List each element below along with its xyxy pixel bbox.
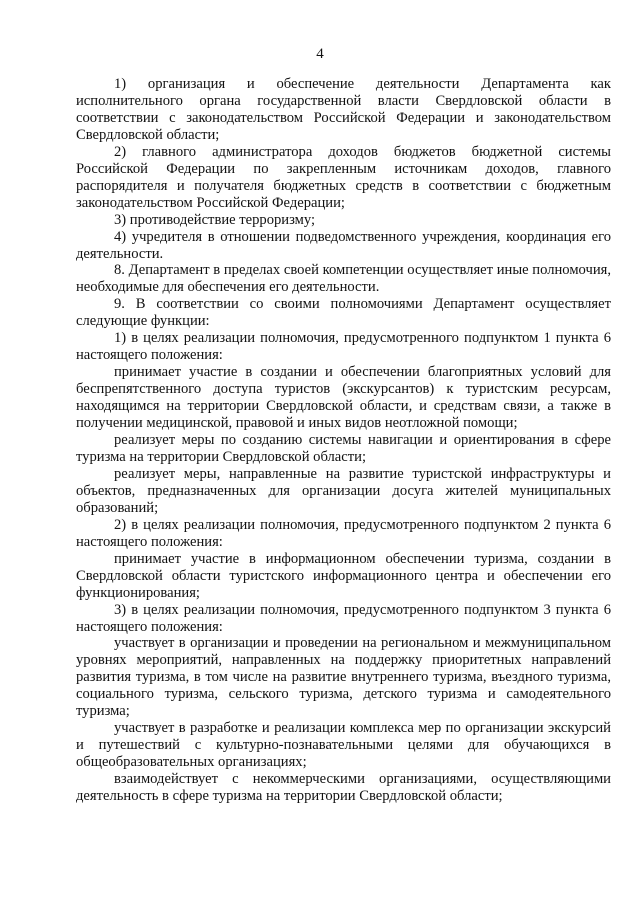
- paragraph-item-1-organization: 1) организация и обеспечение деятельности Департамента как исполнительного органа государственной власти Свердловской области в соответствии с законодательством Российской Федерации и законодательством Свердловской области;: [76, 76, 611, 143]
- paragraph-clause-8: 8. Департамент в пределах своей компетенции осуществляет иные полномочия, необходимые для обеспечения его деятельности.: [76, 262, 611, 296]
- paragraph-item-3-counter-terrorism: 3) противодействие терроризму;: [114, 211, 316, 228]
- paragraph-item-4-founder: 4) учредителя в отношении подведомственного учреждения, координация его деятельности.: [76, 228, 611, 262]
- paragraph-subclause-1-navigation: реализует меры по созданию системы навигации и ориентирования в сфере туризма на территории Свердловской области;: [76, 432, 611, 465]
- paragraph-clause-9: 9. В соответствии со своими полномочиями Департамент осуществляет следующие функции:: [76, 296, 611, 330]
- paragraph-subclause-1-infrastructure: реализует меры, направленные на развитие туристской инфраструктуры и объектов, предназначенных для организации досуга жителей муниципальных образований;: [76, 465, 611, 516]
- paragraph-subclause-3: 3) в целях реализации полномочия, предусмотренного подпунктом 3 пункта 6 настоящего положения:: [76, 601, 611, 635]
- page-number: 4: [316, 46, 324, 62]
- paragraph-subclause-3-nonprofits: взаимодействует с некоммерческими организациями, осуществляющими деятельность в сфере туризма на территории Свердловской области;: [76, 771, 611, 805]
- paragraph-item-2-revenue-administrator: 2) главного администратора доходов бюджетов бюджетной системы Российской Федерации по закрепленным источникам доходов, главного распорядителя и получателя бюджетных средств в соответствии с бюджетным законодательством Российской Федерации;: [76, 143, 611, 211]
- paragraph-subclause-1-participation: принимает участие в создании и обеспечении благоприятных условий для беспрепятственного доступа туристов (экскурсантов) к туристским ресурсам, находящимся на территории Свердловской области, и средствам связи, а также в получении медицинской, правовой и иных видов неотложной помощи;: [76, 364, 611, 432]
- document-body: [76, 76, 611, 805]
- paragraph-subclause-3-events: участвует в организации и проведении на региональном и межмуниципальном уровнях мероприятий, направленных на поддержку приоритетных направлений развития туризма, в том числе на развитие внутреннего туризма, въездного туризма, социального туризма, сельского туризма, детского туризма и самодеятельного туризма;: [76, 635, 611, 720]
- paragraph-subclause-2-information: принимает участие в информационном обеспечении туризма, создании в Свердловской области туристского информационного центра и обеспечении его функционирования;: [76, 550, 611, 601]
- paragraph-subclause-2: 2) в целях реализации полномочия, предусмотренного подпунктом 2 пункта 6 настоящего положения:: [76, 516, 611, 550]
- paragraph-subclause-3-excursions: участвует в разработке и реализации комплекса мер по организации экскурсий и путешествий с культурно-познавательными целями для обучающихся в общеобразовательных организациях;: [76, 720, 611, 771]
- paragraph-subclause-1: 1) в целях реализации полномочия, предусмотренного подпунктом 1 пункта 6 настоящего положения:: [76, 330, 611, 364]
